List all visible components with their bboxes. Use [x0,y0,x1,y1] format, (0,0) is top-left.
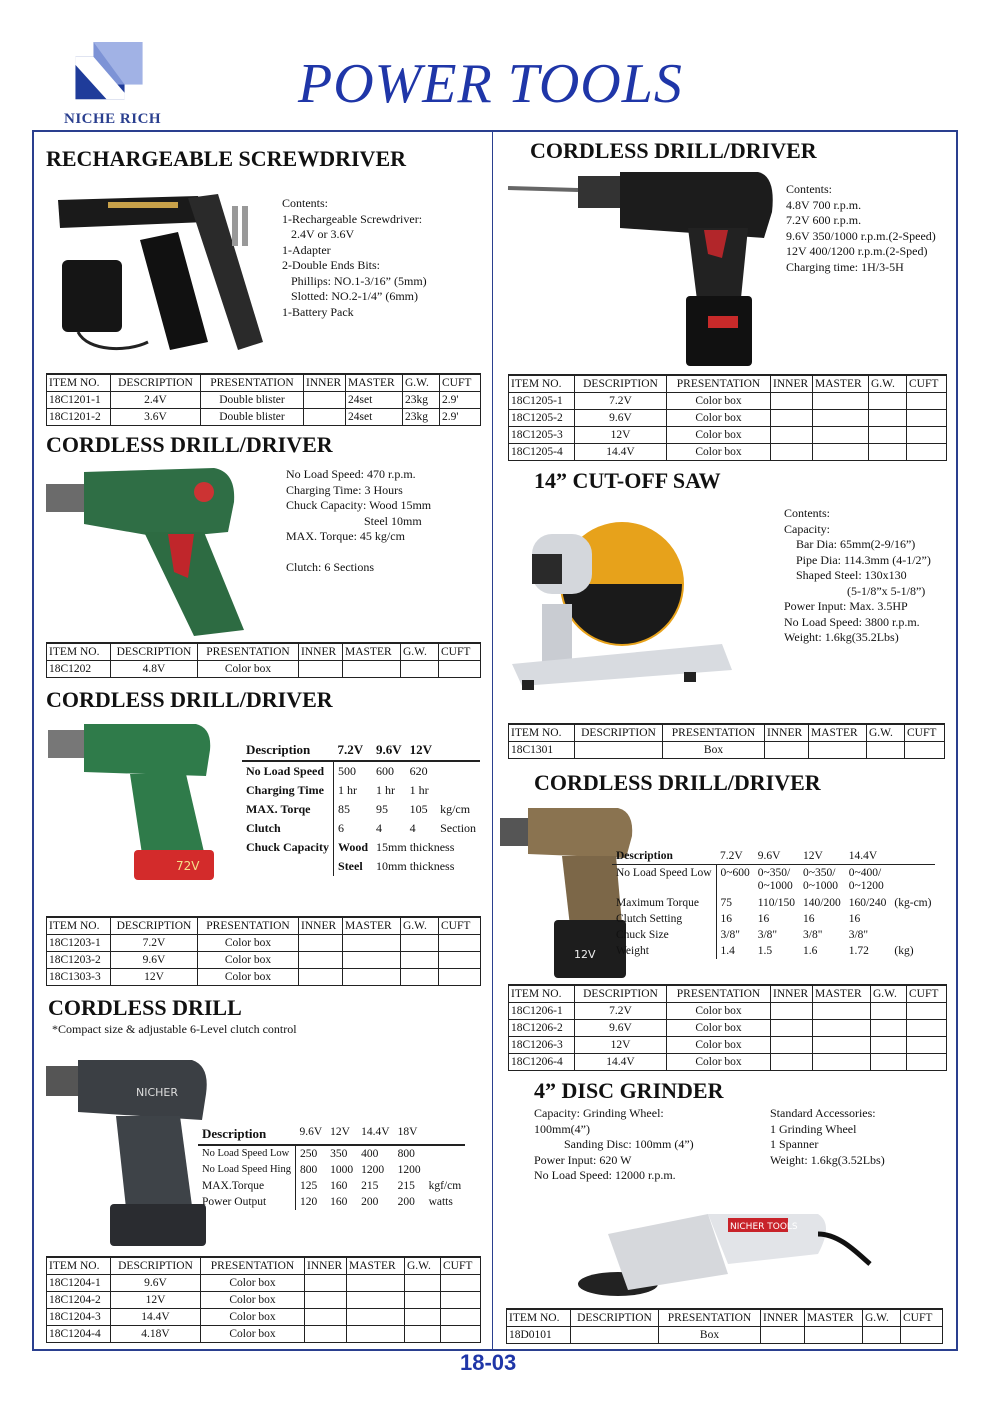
page-title: POWER TOOLS [298,53,683,115]
spec-row: Clutch 6 4 4 Section [242,819,480,838]
table-row: 18C1204-3 14.4V Color box [47,1308,481,1325]
column-divider [492,131,493,1350]
table-header: ITEM NO. DESCRIPTION PRESENTATION INNER MASTER G.W. CUFT [509,985,947,1002]
table-header: ITEM NO. DESCRIPTION PRESENTATION INNER MASTER G.W. CUFT [509,724,945,741]
table-row: 18C1206-1 7.2V Color box [509,1002,947,1019]
spec-table-drill-right-mid [612,848,935,959]
spec-table-drill-7-2v [242,740,480,876]
spec-row: Weight 1.4 1.5 1.6 1.72 (kg) [612,943,935,959]
table-row: 18C1303-3 12V Color box [47,968,481,985]
svg-text:NICHER TOOLS: NICHER TOOLS [730,1222,798,1232]
table-header: ITEM NO. DESCRIPTION PRESENTATION INNER MASTER G.W. CUFT [509,375,947,392]
drill-right-top-specs: Contents: 4.8V 700 r.p.m. 7.2V 600 r.p.m. 9.6V 350/1000 r.p.m.(2-Speed) 12V 400/1200 r.p.m.(2-Sped) Charging time: 1H/3-5H [786,182,936,274]
page-number: 18-03 [460,1350,517,1375]
table-row: 18D0101 Box [507,1326,943,1343]
drill-black-image [508,168,778,368]
item-table-drill-right-mid [508,984,947,1071]
spec-row: Chuck Size 3/8" 3/8" 3/8" 3/8" [612,927,935,943]
item-table-drill-4-8v [46,642,481,678]
drill-green-image [44,462,244,638]
product-title-drill-right-top: CORDLESS DRILL/DRIVER [530,138,817,163]
cordless-drill-subtitle: *Compact size & adjustable 6-Level clutch control [52,1022,297,1036]
table-header: ITEM NO. DESCRIPTION PRESENTATION INNER MASTER G.W. CUFT [47,917,481,934]
spec-table-cordless-drill [198,1124,465,1210]
svg-text:72V: 72V [176,859,200,873]
drill-4-8v-specs: No Load Speed: 470 r.p.m. Charging Time: 3 Hours Chuck Capacity: Wood 15mm Steel 10mm MAX. Torque: 45 kg/cm Clutch: 6 Sections [286,467,432,574]
item-table-cut-off-saw [508,723,945,759]
svg-text:NICHER: NICHER [136,1086,179,1099]
spec-row: No Load Speed Hing 800 1000 1200 1200 [198,1162,465,1178]
screwdriver-image [48,192,270,356]
table-row: 18C1201-2 3.6V Double blister 24set 23kg 2.9' [47,408,481,425]
spec-row: Power Output 120 160 200 200 watts [198,1194,465,1210]
cut-off-saw-image [512,494,736,694]
spec-row: No Load Speed Low 250 350 400 800 [198,1145,465,1162]
product-title-cordless-drill: CORDLESS DRILL [48,995,242,1020]
drill-grey-image [44,1058,214,1250]
spec-row: Maximum Torque 75 110/150 140/200 160/240 (kg-cm) [612,895,935,911]
table-row: 18C1206-2 9.6V Color box [509,1019,947,1036]
table-row: 18C1205-3 12V Color box [509,426,947,443]
item-table-screwdriver [46,373,481,426]
spec-row: Charging Time 1 hr 1 hr 1 hr [242,781,480,800]
product-title-drill-7-2v: CORDLESS DRILL/DRIVER [46,687,333,712]
table-row: 18C1205-2 9.6V Color box [509,409,947,426]
screwdriver-contents: Contents: 1-Rechargeable Screwdriver: 2.4V or 3.6V 1-Adapter 2-Double Ends Bits: Phillips: NO.1-3/16” (5mm) Slotted: NO.2-1/4” (6mm) 1-Battery Pack [282,196,427,319]
table-row: 18C1205-4 14.4V Color box [509,443,947,460]
cut-off-saw-specs: Contents: Capacity: Bar Dia: 65mm(2-9/16”) Pipe Dia: 114.3mm (4-1/2”) Shaped Steel: 130x130 (5-1/8”x 5-1/8”) Power Input: Max. 3.5HP No Load Speed: 3800 r.p.m. Weight: 1.6kg(35.2Lbs) [784,506,931,644]
spec-row: Steel 10mm thickness [242,857,480,876]
product-title-cut-off-saw: 14” CUT-OFF SAW [534,468,721,493]
table-row: 18C1202 4.8V Color box [47,660,481,677]
disc-grinder-specs-right: Standard Accessories: 1 Grinding Wheel 1 Spanner Weight: 1.6kg(3.52Lbs) [770,1106,885,1167]
table-header: ITEM NO. DESCRIPTION PRESENTATION INNER MASTER G.W. CUFT [47,1257,481,1274]
spec-row: MAX.Torque 125 160 215 215 kgf/cm [198,1178,465,1194]
niche-rich-logo [68,42,150,114]
brand-name: NICHE RICH [64,111,162,127]
table-row: 18C1206-4 14.4V Color box [509,1053,947,1070]
svg-text:12V: 12V [574,948,596,961]
spec-row: Description 7.2V 9.6V 12V 14.4V [612,848,935,865]
disc-grinder-specs-left: Capacity: Grinding Wheel: 100mm(4”) Sanding Disc: 100mm (4”) Power Input: 620 W No Load Speed: 12000 r.p.m. [534,1106,694,1182]
product-title-drill-right-mid: CORDLESS DRILL/DRIVER [534,770,821,795]
drill-green-red-image [46,724,214,884]
table-header: ITEM NO. DESCRIPTION PRESENTATION INNER MASTER G.W. CUFT [47,643,481,660]
table-row: 18C1201-1 2.4V Double blister 24set 23kg 2.9' [47,391,481,408]
spec-row: Description 9.6V 12V 14.4V 18V [198,1124,465,1145]
spec-row: No Load Speed Low 0~600 0~350/ 0~1000 0~350/ 0~1000 0~400/ 0~1200 [612,865,935,896]
table-header: ITEM NO. DESCRIPTION PRESENTATION INNER MASTER G.W. CUFT [47,374,481,391]
item-table-drill-7-2v [46,916,481,986]
table-row: 18C1205-1 7.2V Color box [509,392,947,409]
spec-row: Description 7.2V 9.6V 12V [242,740,480,761]
item-table-cordless-drill [46,1256,481,1343]
item-table-drill-right-top [508,374,947,461]
disc-grinder-image [578,1194,870,1304]
table-row: 18C1204-2 12V Color box [47,1291,481,1308]
product-title-drill-4-8v: CORDLESS DRILL/DRIVER [46,432,333,457]
table-row: 18C1204-4 4.18V Color box [47,1325,481,1342]
product-title-disc-grinder: 4” DISC GRINDER [534,1078,724,1103]
spec-row: MAX. Torqe 85 95 105 kg/cm [242,800,480,819]
spec-row: No Load Speed 500 600 620 [242,761,480,781]
spec-row: Clutch Setting 16 16 16 16 [612,911,935,927]
table-row: 18C1206-3 12V Color box [509,1036,947,1053]
product-title-screwdriver: RECHARGEABLE SCREWDRIVER [46,146,407,171]
item-table-disc-grinder [506,1308,943,1344]
table-row: 18C1203-1 7.2V Color box [47,934,481,951]
table-row: 18C1203-2 9.6V Color box [47,951,481,968]
table-row: 18C1301 Box [509,741,945,758]
table-header: ITEM NO. DESCRIPTION PRESENTATION INNER MASTER G.W. CUFT [507,1309,943,1326]
spec-row: Chuck Capacity Wood 15mm thickness [242,838,480,857]
table-row: 18C1204-1 9.6V Color box [47,1274,481,1291]
